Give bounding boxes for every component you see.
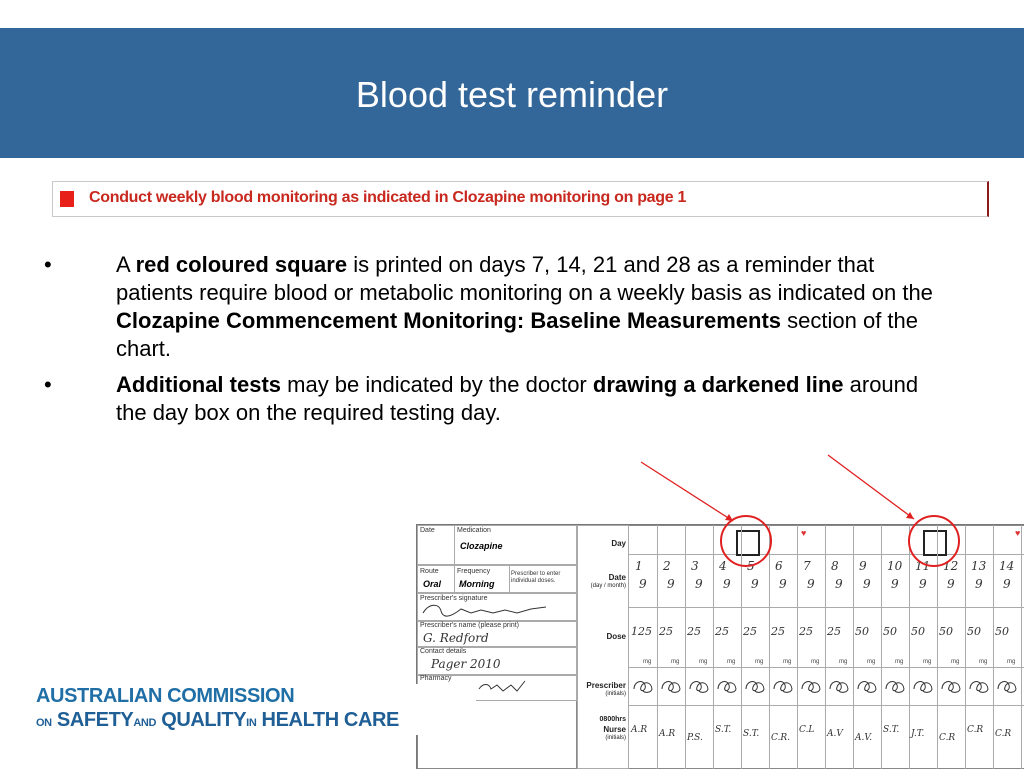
route-label: Route xyxy=(420,568,439,575)
annotation-circle-1 xyxy=(721,516,771,566)
red-square-icon: ♥ xyxy=(801,528,807,538)
row-label-nurse-time: 0800hrs xyxy=(599,716,626,723)
date-day: 8 xyxy=(831,559,839,573)
nurse-initials: S.T. xyxy=(883,725,900,735)
date-month: 9 xyxy=(1003,577,1011,591)
bullet-dot-icon: • xyxy=(44,252,52,277)
annotation-circle-2 xyxy=(909,516,959,566)
date-month: 9 xyxy=(639,577,647,591)
dose-value: 125 xyxy=(631,625,652,638)
dose-unit: mg xyxy=(671,659,680,665)
dose-value: 25 xyxy=(715,625,729,638)
dose-unit: mg xyxy=(923,659,932,665)
nurse-initials: C.L xyxy=(799,725,815,735)
row-label-dose: Dose xyxy=(606,632,626,641)
dose-unit: mg xyxy=(1007,659,1016,665)
dose-unit: mg xyxy=(755,659,764,665)
date-month: 9 xyxy=(807,577,815,591)
nurse-initials: C.R xyxy=(939,733,956,743)
row-label-prescriber: Prescriber xyxy=(586,681,626,690)
date-day: 5 xyxy=(747,559,755,573)
pharmacy-label: Pharmacy xyxy=(420,675,452,682)
dose-unit: mg xyxy=(783,659,792,665)
nurse-initials: A.V. xyxy=(855,733,873,743)
date-month: 9 xyxy=(835,577,843,591)
dose-unit: mg xyxy=(839,659,848,665)
date-month: 9 xyxy=(975,577,983,591)
dose-value: 25 xyxy=(827,625,841,638)
bullet-text: A red coloured square is printed on days 7, 14, 21 and 28 as a reminder that patients require blood or metabolic monitoring on a weekly basis as indicated on the Clozapine Commencement Monitoring: Baseline Measurements section of the chart. xyxy=(116,252,933,361)
date-month: 9 xyxy=(751,577,759,591)
date-month: 9 xyxy=(919,577,927,591)
date-month: 9 xyxy=(863,577,871,591)
nurse-initials: A.R xyxy=(631,725,648,735)
dose-value: 25 xyxy=(799,625,813,638)
medication-value: Clozapine xyxy=(460,541,503,551)
date-day: 7 xyxy=(803,559,811,573)
nurse-initials: C.R. xyxy=(771,733,791,743)
dose-unit: mg xyxy=(951,659,960,665)
frequency-value: Morning xyxy=(459,579,495,589)
row-label-date-sub: (day / month) xyxy=(590,583,626,589)
dose-unit: mg xyxy=(867,659,876,665)
date-month: 9 xyxy=(947,577,955,591)
date-day: 14 xyxy=(999,559,1015,573)
nurse-initials: S.T. xyxy=(715,725,732,735)
date-day: 11 xyxy=(915,559,931,573)
nurse-initials: S.T. xyxy=(743,729,760,739)
contact-label: Contact details xyxy=(420,648,467,655)
bullet-text: Additional tests may be indicated by the doctor drawing a darkened line around the day box on the required testing day. xyxy=(116,372,919,425)
bullet-dot-icon: • xyxy=(44,372,52,397)
commission-logo xyxy=(36,684,476,735)
nurse-initials: J.T. xyxy=(911,729,925,739)
banner-text: Conduct weekly blood monitoring as indicated in Clozapine monitoring on page 1 xyxy=(89,189,687,206)
frequency-label: Frequency xyxy=(457,568,491,575)
date-month: 9 xyxy=(723,577,731,591)
logo-line-2: ON SAFETYAND QUALITYIN HEALTH CARE xyxy=(36,709,399,731)
row-label-nurse-sub: (initials) xyxy=(605,735,626,741)
dose-value: 25 xyxy=(687,625,701,638)
logo-line-1: AUSTRALIAN COMMISSION xyxy=(36,685,295,707)
dose-value: 50 xyxy=(995,625,1009,638)
date-month: 9 xyxy=(667,577,675,591)
dose-value: 25 xyxy=(771,625,785,638)
date-day: 6 xyxy=(775,559,783,573)
route-value: Oral xyxy=(423,579,442,589)
nurse-initials: C.R xyxy=(967,725,984,735)
date-month: 9 xyxy=(779,577,787,591)
row-label-nurse: Nurse xyxy=(603,725,626,734)
dose-unit: mg xyxy=(643,659,652,665)
dose-unit: mg xyxy=(895,659,904,665)
dose-unit: mg xyxy=(811,659,820,665)
prescriber-note: Prescriber to enter individual doses. xyxy=(511,571,561,584)
row-label-prescriber-sub: (initials) xyxy=(605,691,626,697)
red-square-icon: ♥ xyxy=(1015,528,1021,538)
date-month: 9 xyxy=(695,577,703,591)
dose-unit: mg xyxy=(979,659,988,665)
dose-unit: mg xyxy=(727,659,736,665)
nurse-initials: A.R xyxy=(659,729,676,739)
nurse-initials: P.S. xyxy=(687,733,703,743)
date-day: 13 xyxy=(971,559,987,573)
date-day: 4 xyxy=(719,559,727,573)
date-day: 2 xyxy=(663,559,671,573)
nurse-initials: A.V xyxy=(827,729,843,739)
date-day: 10 xyxy=(887,559,903,573)
dose-value: 50 xyxy=(911,625,925,638)
dose-unit: mg xyxy=(699,659,708,665)
signature-label: Prescriber's signature xyxy=(420,595,488,602)
date-month: 9 xyxy=(891,577,899,591)
prescriber-name-value: G. Redford xyxy=(423,631,489,645)
date-day: 12 xyxy=(943,559,959,573)
row-label-date: Date xyxy=(608,573,626,582)
dose-value: 50 xyxy=(855,625,869,638)
dose-value: 25 xyxy=(659,625,673,638)
date-label: Date xyxy=(420,527,435,534)
prescriber-name-label: Prescriber's name (please print) xyxy=(420,622,519,629)
medication-label: Medication xyxy=(457,527,491,534)
dose-value: 25 xyxy=(743,625,757,638)
date-day: 1 xyxy=(635,559,643,573)
dose-value: 50 xyxy=(883,625,897,638)
row-label-day: Day xyxy=(611,539,626,548)
dose-value: 50 xyxy=(939,625,953,638)
slide-title: Blood test reminder xyxy=(355,74,669,115)
date-day: 9 xyxy=(859,559,867,573)
dose-value: 50 xyxy=(967,625,981,638)
date-day: 3 xyxy=(691,559,699,573)
nurse-initials: C.R xyxy=(995,729,1012,739)
contact-value: Pager 2010 xyxy=(431,657,501,671)
